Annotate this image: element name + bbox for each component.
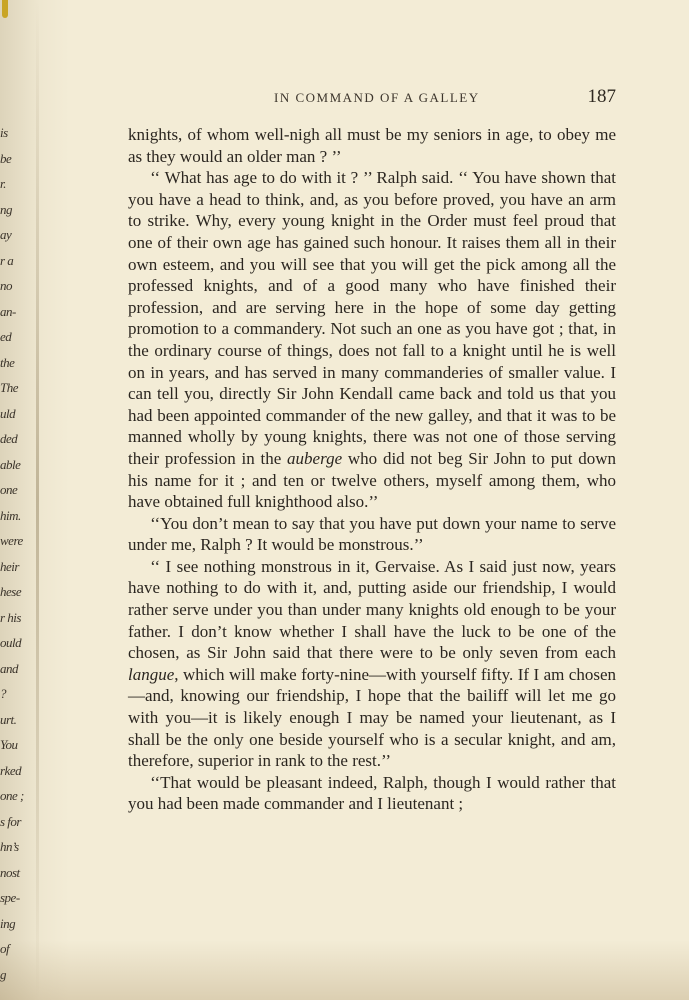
margin-fragment: ng — [0, 201, 12, 217]
paragraph-text: who did not beg Sir John to put down his name for it ; and ten or twelve others, myself among them, who have obtained full knighthood also.’’ — [128, 448, 616, 512]
margin-fragment: ould — [0, 635, 22, 650]
italic-term: auberge — [287, 448, 343, 468]
margin-fragment: urt. — [0, 711, 17, 727]
page-header — [120, 86, 620, 110]
margin-fragment: ed — [0, 329, 12, 344]
binding-gutter — [36, 0, 39, 1000]
margin-fragment: rked — [0, 762, 22, 778]
paragraph — [128, 513, 616, 556]
margin-fragment: s for — [0, 813, 21, 829]
italic-term: langue — [128, 664, 175, 684]
margin-fragment: The — [0, 380, 18, 395]
margin-fragment: ded — [0, 431, 18, 446]
margin-fragment: r. — [0, 176, 6, 191]
paragraph — [128, 167, 616, 513]
margin-fragment: one ; — [0, 788, 24, 803]
margin-fragment: ay — [0, 227, 12, 242]
margin-fragment: able — [0, 456, 21, 472]
margin-fragment: the — [0, 354, 15, 370]
margin-fragment: r his — [0, 609, 21, 625]
running-head: IN COMMAND OF A GALLEY — [274, 90, 480, 105]
margin-fragment: nost — [0, 864, 20, 880]
corner-tab-mark — [2, 0, 8, 18]
margin-fragment: and — [0, 660, 18, 676]
paragraph-text: ‘‘ What has age to do with it ? ’’ Ralph said. ‘‘ You have shown that you have a head to think, and, as you before proved, you have an arm to strike. Why, every young knight in the Order must feel proud that one of their own age has gained such honour. It raises them all in their own esteem, and you will see that you will get the pick among all the professed knights, and of a good many who have finished their profession, and are serving here in the hope of some day getting promotion to a commandery. Not such an one as you have got ; that, in the ordinary course of things, does not fall to a knight until he is well on in years, and has served in many commanderies of smaller value. I can tell you, directly Sir John Kendall came back and told us that you had been appointed commander of the new galley, and that it was to be manned wholly by young knights, there was not one of those serving their profession in the — [128, 168, 616, 468]
body-text — [128, 124, 616, 815]
margin-fragment: be — [0, 150, 12, 166]
margin-fragment: one — [0, 482, 18, 497]
paragraph — [128, 124, 616, 167]
paragraph-text: knights, of whom well-nigh all must be my seniors in age, to obey me as they would an older man ? ’’ — [128, 125, 616, 166]
margin-fragment: of — [0, 941, 10, 956]
paragraph-text: , which will make forty-nine—with yourself fifty. If I am chosen—and, knowing our friendship, I hope that the bailiff will let me go with you—it is likely enough I may be named your lieutenant, as I shall be the only one beside yourself who is a secular knight, and am, therefore, superior in rank to the rest.’’ — [128, 664, 616, 771]
margin-fragment: were — [0, 533, 23, 548]
margin-fragment: hn’s — [0, 839, 19, 854]
margin-fragment: ? — [0, 686, 6, 701]
margin-fragment: uld — [0, 405, 16, 421]
paragraph-text: ‘‘You don’t mean to say that you have put down your name to serve under me, Ralph ? It would be monstrous.’’ — [128, 513, 616, 555]
paragraph-text: ‘‘ I see nothing monstrous in it, Gervaise. As I said just now, years have nothing to do with it, and, putting aside our friendship, I would rather serve under you than under many knights old enough to be your father. I don’t know whether I shall have the luck to be one of the chosen, as Sir John said that there were to be only seven from each — [128, 556, 616, 663]
margin-fragment: You — [0, 737, 18, 752]
margin-fragment: him. — [0, 507, 21, 523]
paragraph — [128, 556, 616, 772]
margin-fragment: heir — [0, 558, 19, 574]
paragraph-text: ‘‘That would be pleasant indeed, Ralph, though I would rather that you had been made commander and I lieutenant ; — [128, 772, 616, 814]
paragraph — [128, 772, 616, 815]
margin-fragment: hese — [0, 584, 22, 599]
margin-fragment: g — [0, 966, 6, 982]
page-number: 187 — [587, 86, 616, 107]
margin-fragment: ing — [0, 915, 16, 931]
margin-fragment: r a — [0, 252, 14, 268]
margin-fragment: is — [0, 125, 8, 140]
margin-fragment: no — [0, 278, 12, 293]
margin-fragment: spe- — [0, 890, 20, 905]
facing-page-margin-text — [0, 120, 24, 987]
margin-fragment: an- — [0, 303, 16, 319]
